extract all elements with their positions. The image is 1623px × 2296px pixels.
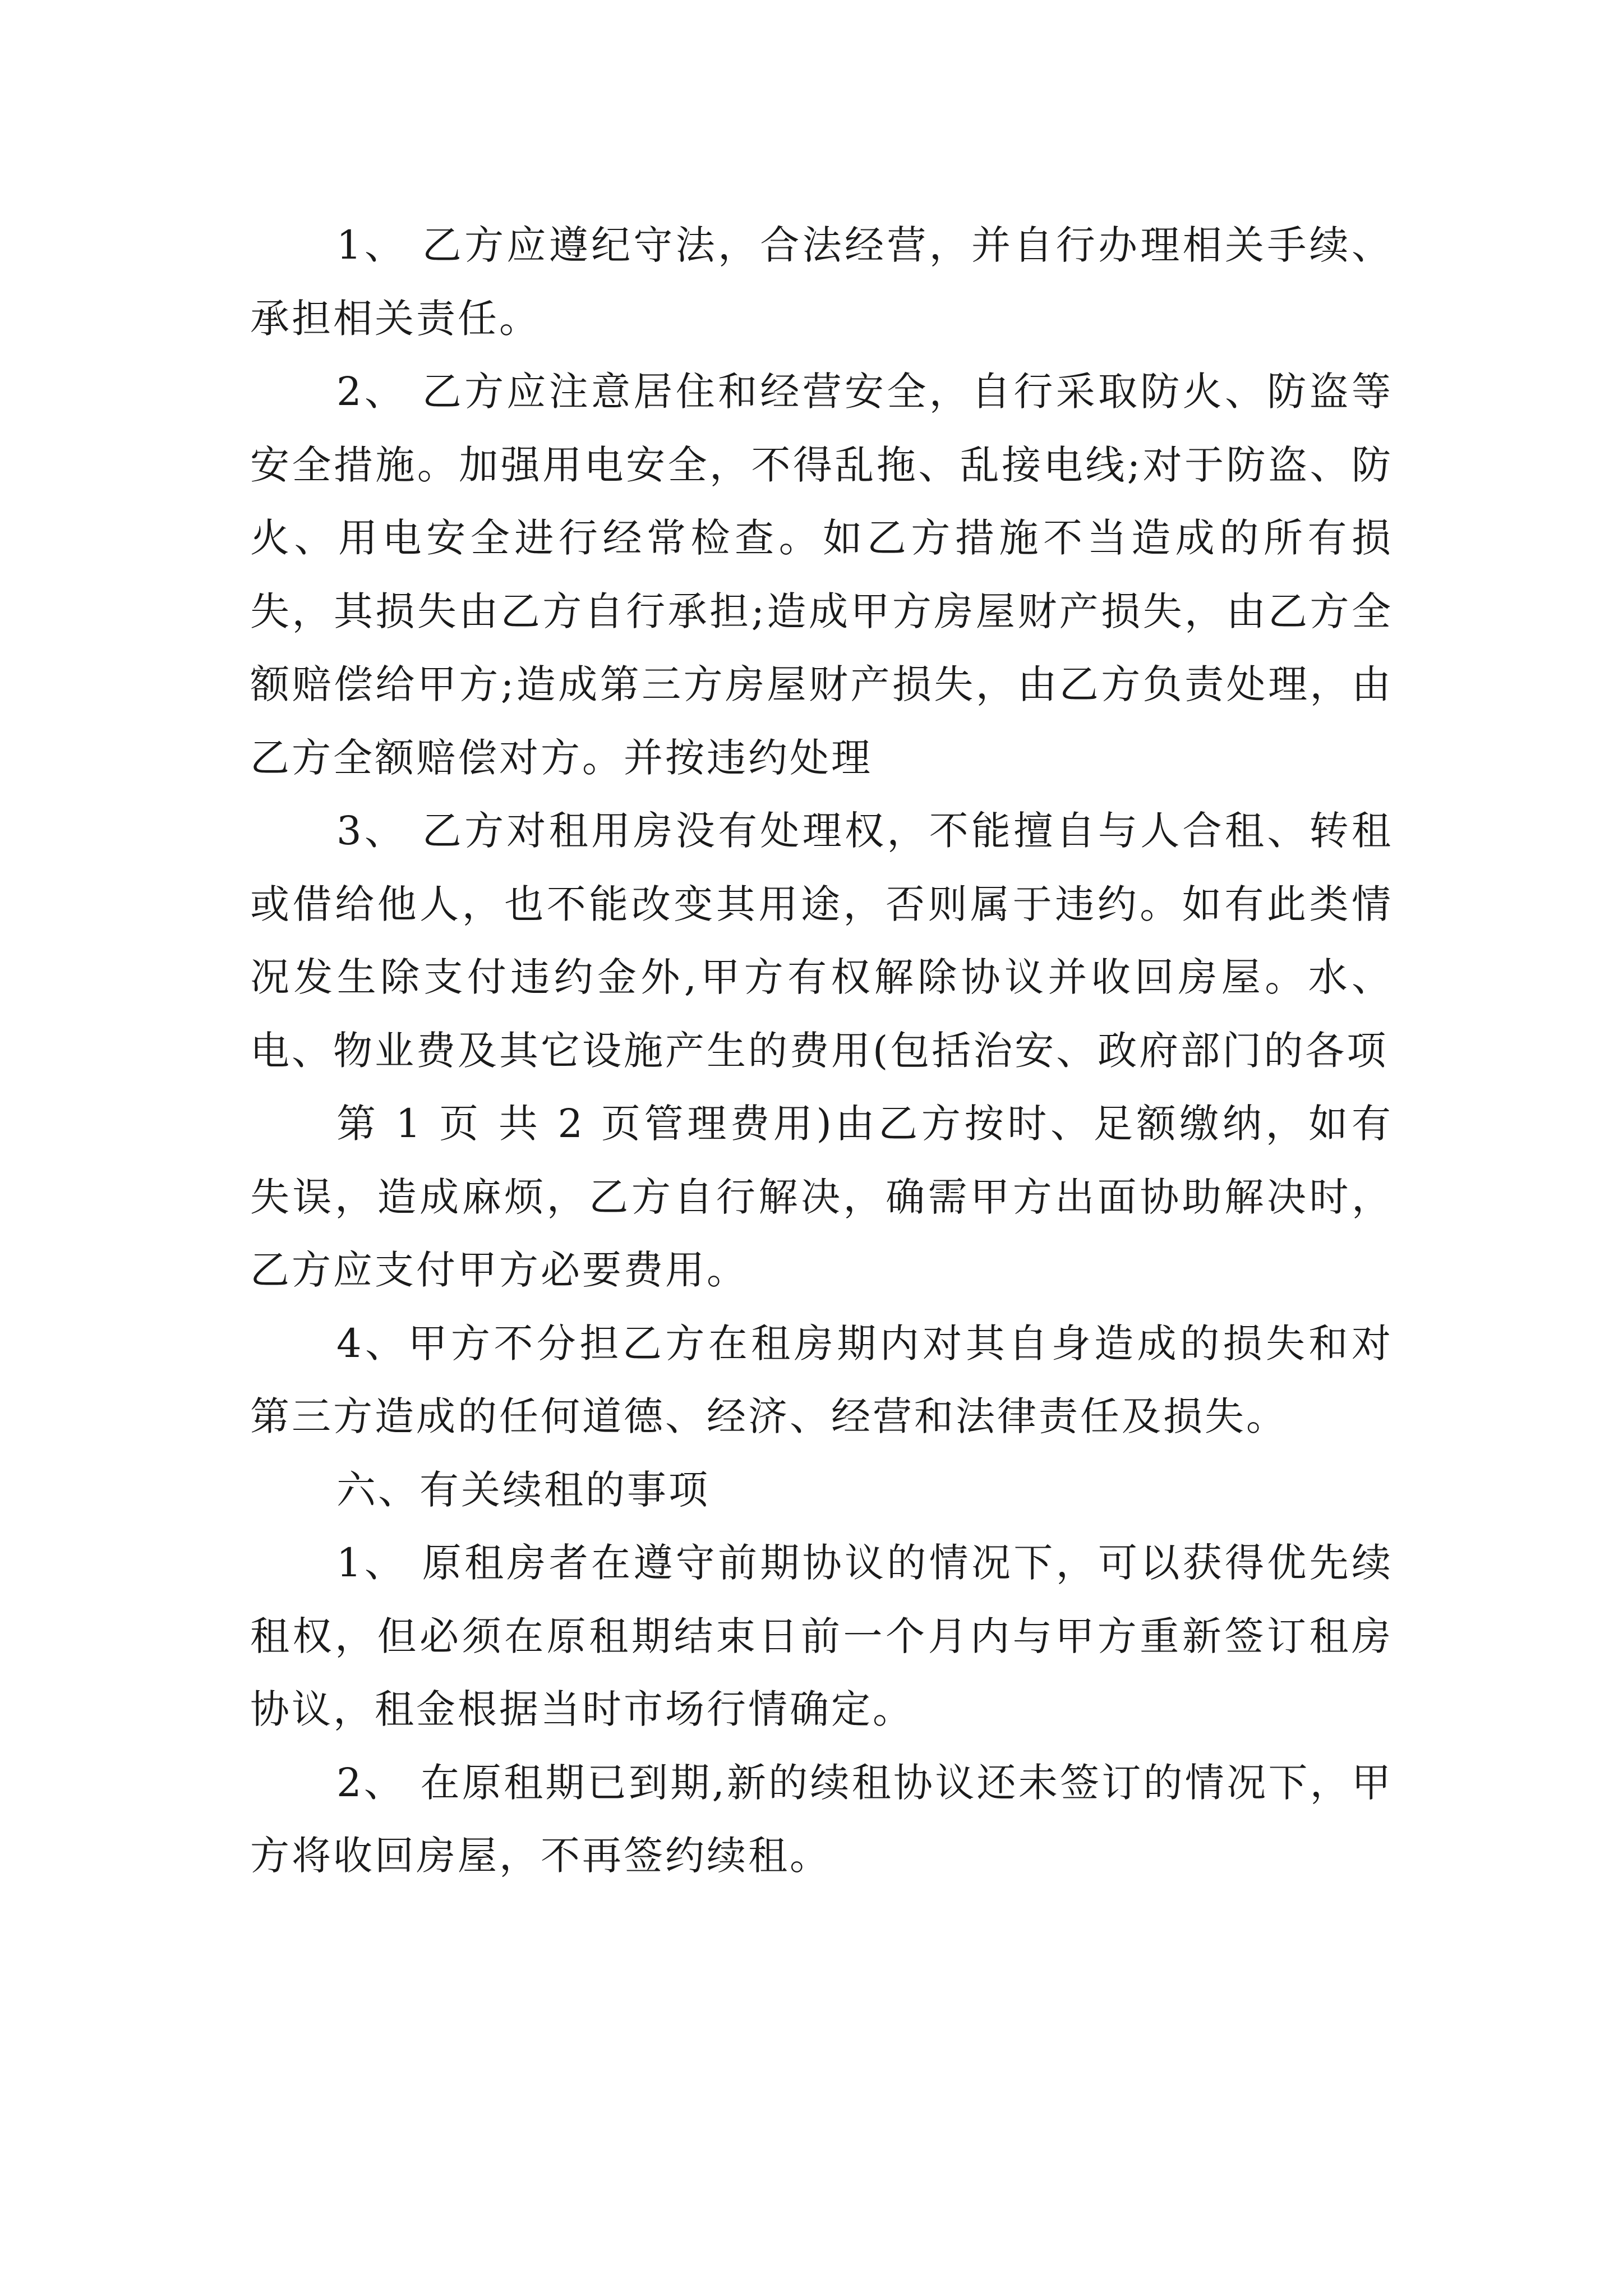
section-heading: 六、有关续租的事项 <box>336 1466 710 1513</box>
clause-1-paragraph: 1、 乙方应遵纪守法，合法经营，并自行办理相关手续、承担相关责任。 <box>250 222 1393 342</box>
clause-2-paragraph: 2、 乙方应注意居住和经营安全，自行采取防火、防盗等安全措施。加强用电安全，不得乱拖、乱接电线;对于防盗、防火、用电安全进行经常检查。如乙方措施不当造成的所有损失，其损失由乙方自行承担;造成甲方房屋财产损失，由乙方全额赔偿给甲方;造成第三方房屋财产损失，由乙方负责处理，由乙方全额赔偿对方。并按违约处理 <box>250 369 1393 781</box>
renewal-clause-2-paragraph: 2、 在原租期已到期,新的续租协议还未签订的情况下，甲方将收回房屋，不再签约续租。 <box>250 1759 1393 1879</box>
document-body <box>250 209 1393 1893</box>
clause-3-paragraph: 3、 乙方对租用房没有处理权，不能擅自与人合租、转租或借给他人，也不能改变其用途，否则属于违约。如有此类情况发生除支付违约金外,甲方有权解除协议并收回房屋。水、电、物业费及其它设施产生的费用(包括治安、政府部门的各项 <box>250 808 1393 1074</box>
clause-4-paragraph: 4、甲方不分担乙方在租房期内对其自身造成的损失和对第三方造成的任何道德、经济、经营和法律责任及损失。 <box>250 1320 1393 1439</box>
renewal-clause-1-paragraph: 1、 原租房者在遵守前期协议的情况下，可以获得优先续租权，但必须在原租期结束日前一个月内与甲方重新签订租房协议，租金根据当时市场行情确定。 <box>250 1540 1393 1732</box>
page-footer-continuation-paragraph: 第 1 页 共 2 页管理费用)由乙方按时、足额缴纳，如有失误，造成麻烦，乙方自行解决，确需甲方出面协助解决时，乙方应支付甲方必要费用。 <box>250 1101 1393 1293</box>
